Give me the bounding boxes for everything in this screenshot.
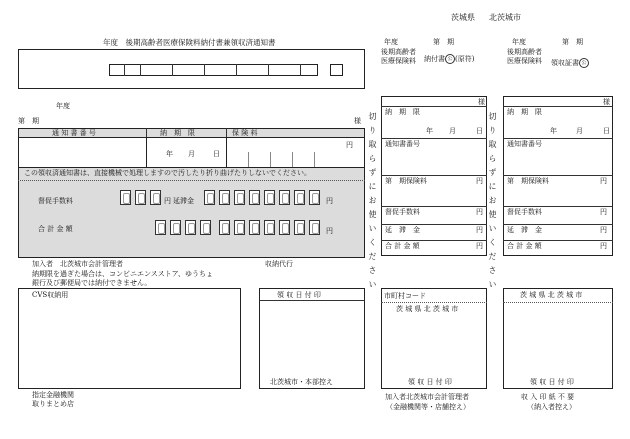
mid-doc-kind-2: 医療保険料 [381, 57, 416, 65]
cvs-label: CVS収納用 [32, 291, 69, 299]
right-total-label: 合 計 金 額 [507, 242, 542, 250]
handling-notice: この領収済通知書は、直接機械で処理しますので汚したり折り曲げたりしないでください。 [24, 169, 311, 177]
cvs-box [18, 288, 241, 389]
tokusoku-label: 督促手数料 [38, 197, 73, 205]
mid-entai-label: 延 滞 金 [385, 226, 420, 234]
mid-premium-yen: 円 [476, 177, 483, 185]
cell-notice-no [18, 137, 147, 168]
main-nendo: 年度 [56, 102, 70, 110]
right-nendo: 年度 [512, 38, 526, 46]
mid-footer-2: （金融機関等・店舗控え） [386, 403, 470, 411]
right-tokusoku-label: 督促手数料 [507, 208, 542, 216]
due-year: 年 [166, 150, 173, 158]
header-city: 北茨城市 [489, 13, 521, 22]
premium-yen: 円 [346, 141, 353, 149]
mid-premium-label: 第 期保険料 [385, 177, 427, 185]
right-ki: 第 期 [562, 38, 583, 46]
mid-entai-yen: 円 [476, 226, 483, 234]
mid-due-label: 納 期 限 [385, 108, 420, 116]
check-digit-box [330, 64, 343, 76]
right-entai-yen: 円 [600, 226, 607, 234]
right-doc-kind-2: 医療保険料 [507, 57, 542, 65]
total-label: 合 計 金 額 [38, 225, 73, 233]
right-due-label: 納 期 限 [507, 108, 542, 116]
designated-bank: 指定金融機関 [32, 391, 74, 399]
right-entai-label: 延 滞 金 [507, 226, 542, 234]
tokusoku-yen: 円 [164, 197, 171, 205]
main-sama: 様 [354, 117, 361, 125]
right-day: 日 [603, 127, 610, 135]
mid-ki: 第 期 [433, 38, 454, 46]
kanyusha: 加入者 北茨城市会計管理者 [32, 260, 123, 268]
entai-label: 延滞金 [173, 197, 194, 205]
right-stamp-box [503, 288, 613, 389]
right-footer-1: 収 入 印 紙 不 要 [521, 393, 575, 401]
right-doc-name: 領収証書 公 [551, 58, 589, 68]
right-stamp-label: 領 収 日 付 印 [530, 378, 574, 386]
mid-nendo: 年度 [384, 38, 398, 46]
mid-tokusoku-yen: 円 [476, 208, 483, 216]
main-office-copy: 北茨城市・本部控え [270, 378, 333, 386]
header-prefecture: 茨城県 [451, 13, 475, 22]
seal-circle-icon: 公 [445, 54, 455, 64]
mid-month: 月 [449, 127, 456, 135]
right-premium-yen: 円 [600, 177, 607, 185]
cut-notice-right: 切り取らずにお使いください [488, 112, 497, 294]
right-premium-label: 第 期保険料 [507, 177, 549, 185]
mid-sama: 様 [478, 98, 485, 106]
main-ki: 第 期 [18, 117, 39, 125]
right-tokusoku-yen: 円 [600, 208, 607, 216]
mid-year: 年 [426, 127, 433, 135]
right-year: 年 [550, 127, 557, 135]
mid-total-yen: 円 [476, 242, 483, 250]
cut-notice-left: 切り取らずにお使いください [368, 112, 377, 294]
right-total-yen: 円 [600, 242, 607, 250]
mid-municipal-code: 市町村コード [384, 292, 426, 300]
shuno-daiko: 収納代行 [265, 260, 293, 268]
right-municipality: 茨 城 県 北 茨 城 市 [520, 291, 583, 299]
main-title: 年度 後期高齢者医療保険料納付書兼領収済通知書 [103, 38, 276, 47]
seal-circle-icon: 公 [579, 58, 589, 68]
col-notice-no: 通 知 書 番 号 [52, 129, 96, 137]
mid-doc-name: 納付書 公 (原符) [424, 55, 475, 63]
collecting-branch: 取りまとめ店 [32, 400, 74, 408]
mid-tokusoku-label: 督促手数料 [385, 208, 420, 216]
main-stamp-label: 領 収 日 付 印 [277, 291, 321, 299]
overdue-note-2: 銀行及び郵便局では納付できません。 [32, 279, 152, 287]
total-yen: 円 [326, 227, 333, 235]
mid-doc-kind-1: 後期高齢者 [381, 48, 416, 56]
mid-day: 日 [476, 127, 483, 135]
col-due-date: 納 期 限 [160, 129, 195, 137]
mid-municipality: 茨 城 県 北 茨 城 市 [396, 305, 459, 313]
right-doc-kind-1: 後期高齢者 [507, 48, 542, 56]
col-premium: 保 険 料 [232, 129, 258, 137]
mid-stamp-label: 領 収 日 付 印 [408, 378, 452, 386]
cell-premium [226, 137, 365, 168]
entai-yen: 円 [326, 197, 333, 205]
mid-notice-no-label: 通知書番号 [385, 140, 420, 148]
right-sama: 様 [603, 98, 610, 106]
right-month: 月 [576, 127, 583, 135]
overdue-note-1: 納期限を過ぎた場合は、コンビニエンスストア、ゆうちょ [32, 270, 214, 278]
mid-total-label: 合 計 金 額 [385, 242, 420, 250]
right-footer-2: （納入者控え） [527, 403, 576, 411]
main-stamp-box [259, 288, 365, 389]
mid-stamp-box [381, 288, 487, 389]
due-month: 月 [188, 150, 195, 158]
right-notice-no-label: 通知書番号 [507, 140, 542, 148]
due-day: 日 [213, 150, 220, 158]
mid-footer-1: 加入者北茨城市会計管理者 [385, 393, 469, 401]
